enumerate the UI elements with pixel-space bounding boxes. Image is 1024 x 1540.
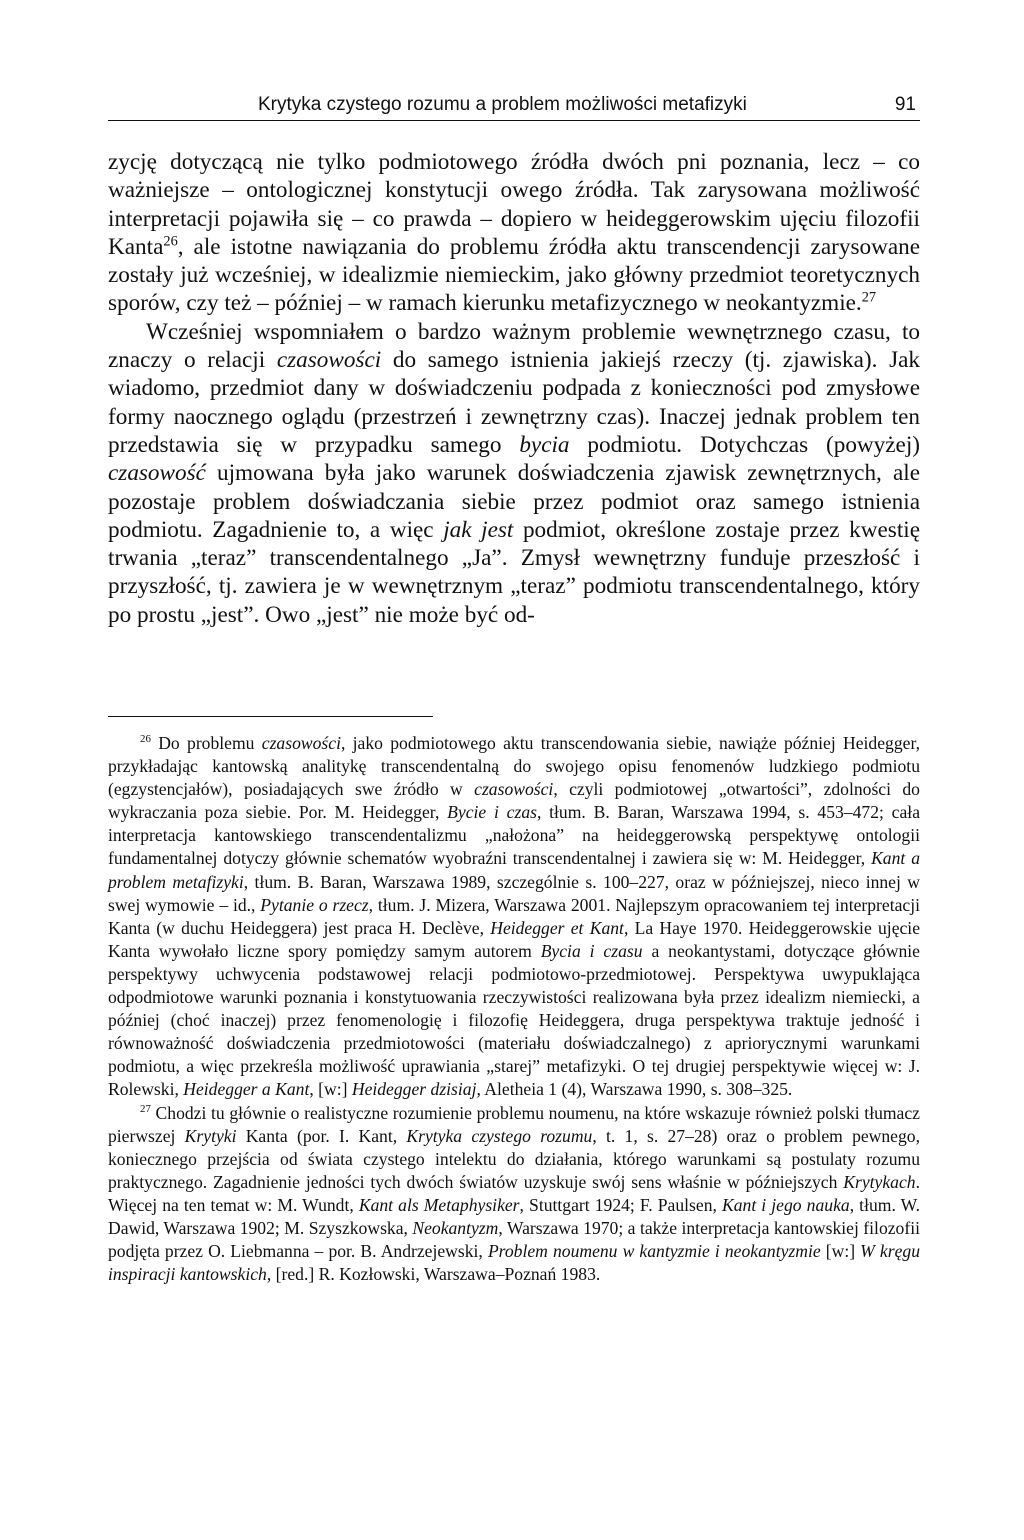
footnote-ref-27: 27 (861, 289, 877, 306)
footnote-27 (108, 1102, 920, 1287)
italic-term: jak jest (443, 516, 514, 543)
book-title: Heidegger et Kant (490, 917, 624, 938)
text-run: , [w:] (309, 1079, 352, 1100)
italic-term: bycia (519, 431, 570, 458)
text-run: , Stuttgart 1924; F. Paulsen, (519, 1194, 722, 1215)
book-title: Heidegger a Kant (183, 1079, 310, 1100)
text-run: , [red.] R. Kozłowski, Warszawa–Poznań 1983. (266, 1264, 601, 1285)
book-title: Krytyka czystego rozumu (406, 1125, 593, 1146)
book-title: Krytykach (843, 1171, 916, 1192)
text-run: , czyli podmiotowej „otwartości”, zdolności do wykraczania poza siebie. Por. M. Heidegger, (108, 779, 920, 823)
text-run: . Więcej na ten temat w: M. Wundt, (108, 1171, 920, 1215)
book-title: Bycie i czas (447, 802, 537, 823)
text-run: , Warszawa 1970; a także interpretacja kantowskiej filozofii podjęta przez O. Liebmanna – por. B. Andrzejewski, (108, 1217, 920, 1262)
book-title: Problem noumenu w kantyzmie i neokantyzmie (487, 1241, 821, 1262)
text-run: Do problemu (150, 733, 262, 753)
italic-term: czasowości (474, 779, 554, 800)
text-run: Wcześniej wspomniałem o bardzo ważnym problemie wewnętrznego czasu, to znaczy o relacji (108, 318, 920, 374)
text-run: , tłum. J. Mizera, Warszawa 2001. Najlepszym opracowaniem tej interpretacji Kanta (w duchu Heideggera) jest praca H. Declève, (108, 894, 920, 938)
book-title: Neokantyzm (412, 1217, 499, 1238)
book-title: W kręgu inspiracji kantowskich (108, 1241, 920, 1285)
text-run: Chodzi tu głównie o realistyczne rozumienie problemu noumenu, na które wskazuje również polski tłumacz pierwszej (108, 1102, 920, 1146)
text-run: , tłum. B. Baran, Warszawa 1989, szczególnie s. 100–227, oraz w późniejszej, nieco innej w swej wymowie – id., (108, 871, 920, 915)
book-title: Heidegger dzisiaj (351, 1079, 477, 1100)
footnote-number: 27 (140, 1102, 151, 1115)
paragraph-2 (108, 318, 920, 629)
page-number: 91 (894, 94, 916, 115)
footnote-ref-26: 26 (163, 233, 178, 250)
text-run: , Aletheia 1 (4), Warszawa 1990, s. 308–325. (476, 1079, 793, 1100)
text-run: , La Haye 1970. Heideggerowskie ujęcie Kanta wywołało liczne spory pomiędzy samym autorem (108, 917, 921, 961)
footnotes (108, 732, 920, 1286)
text-run: , jako podmiotowego aktu transcendowania siebie, nawiąże później Heidegger, przykładając kantowską analitykę transcendentalną do swojego opisu fenomenów ludzkiego podmiotu (egzystencjałów), posiadających swe źródło w (108, 733, 920, 800)
footnote-26 (108, 732, 920, 1102)
italic-term: czasowość (108, 460, 206, 487)
book-title: Kant i jego nauka (722, 1194, 850, 1215)
text-run: , ale istotne nawiązania do problemu źródła aktu transcendencji zarysowane zostały już wcześniej, w idealizmie niemieckim, jako główny przedmiot teoretycznych sporów, czy też – później – w ramach kierunku metafizycznego w neokantyzmie. (108, 233, 920, 317)
text-run: podmiotu. Dotychczas (powyżej) (569, 431, 920, 458)
text-run: ujmowana była jako warunek doświadczenia zjawisk zewnętrznych, ale pozostaje problem doświadczania siebie przez podmiot oraz samego istnienia podmiotu. Zagadnienie to, a więc (108, 460, 920, 543)
book-title: Pytanie o rzecz (260, 894, 369, 915)
running-head (108, 92, 920, 121)
book-title: Kant als Metaphysiker (358, 1194, 520, 1215)
book-title: Kant a problem metafizyki (108, 848, 920, 892)
text-run: Kanta (por. I. Kant, (236, 1125, 407, 1146)
main-text (108, 148, 920, 629)
text-run: do samego istnienia jakiejś rzeczy (tj. zjawiska). Jak wiadomo, przedmiot dany w doświadczeniu podpada z konieczności pod zmysłowe formy naocznego oglądu (przestrzeń i zewnętrzny czas). Inaczej jednak problem ten przedstawia się w przypadku samego (108, 347, 921, 458)
text-run: , tłum. B. Baran, Warszawa 1994, s. 453–472; cała interpretacja kantowskiego transcendentalizmu „nałożona” na heideggerowską perspektywę ontologii fundamentalnej dotyczy głównie schematów wyobraźni transcendentalnej i zawiera się w: M. Heidegger, (108, 802, 920, 869)
text-run: zycję dotyczącą nie tylko podmiotowego źródła dwóch pni poznania, lecz – co ważniejsze – ontologicznej konstytucji owego źródła. Tak zarysowana możliwość interpretacji pojawiła się – co prawda – dopiero w heideggerowskim ujęciu filozofii Kanta (108, 149, 920, 260)
book-title: Krytyki (184, 1125, 237, 1146)
text-run: , tłum. W. Dawid, Warszawa 1902; M. Szyszkowska, (108, 1194, 921, 1238)
italic-term: czasowości (276, 347, 382, 374)
book-title: Bycia i czasu (540, 940, 643, 961)
footnote-number: 26 (140, 733, 151, 746)
paragraph-1 (108, 148, 920, 318)
running-title: Krytyka czystego rozumu a problem możliwości metafizyki (258, 94, 747, 115)
text-run: a neokantystami, dotyczące głównie perspektywy uchwycenia podstawowej relacji podmiotowo-przedmiotowej. Perspektywa uwypuklająca odpodmiotowe warunki poznania i konstytuowania rzeczywistości realizowana była przez idealizm niemiecki, a później (choć inaczej) przez fenomenologię i filozofię Heideggera, druga perspektywa traktuje jedność i równoważność doświadczenia przedmiotowości (materiału doświadczalnego) z apriorycznymi warunkami podmiotu, a więc przekreśla możliwość uprawiania „starej” metafizyki. O tej drugiej perspektywie więcej w: J. Rolewski, (108, 940, 920, 1100)
italic-term: czasowości (261, 733, 341, 753)
text-run: , t. 1, s. 27–28) oraz o problem pewnego, koniecznego przejścia od świata czystego intelektu do działania, którego warunkami są postulaty rozumu praktycznego. Zagadnienie jedności tych dwóch światów uzyskuje swój sens właśnie w późniejszych (108, 1125, 920, 1192)
text-run: [w:] (820, 1241, 861, 1262)
footnote-separator (108, 716, 433, 717)
text-run: podmiot, określone zostaje przez kwestię trwania „teraz” transcendentalnego „Ja”. Zmysł wewnętrzny funduje przeszłość i przyszłość, tj. zawiera je w wewnętrznym „teraz” podmiotu transcendentalnego, który po prostu „jest”. Owo „jest” nie może być od- (108, 516, 921, 628)
